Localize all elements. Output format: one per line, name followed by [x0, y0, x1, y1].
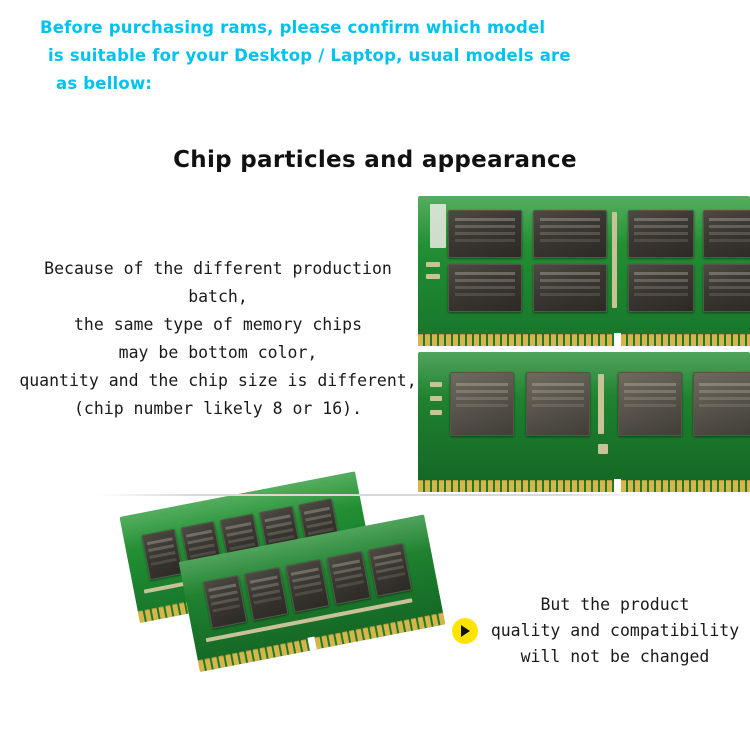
callout-line-2: quality and compatibility: [490, 621, 740, 640]
smd-component: [598, 374, 604, 434]
smd-component: [612, 212, 617, 308]
laptop-ram-top-image: [418, 196, 750, 346]
play-triangle-icon: [452, 618, 478, 644]
smd-component: [598, 444, 608, 454]
module-key-notch: [614, 333, 621, 346]
notice-line-3: as bellow:: [56, 74, 153, 93]
notice-line-2: is suitable for your Desktop / Laptop, usual models are: [48, 46, 571, 65]
memory-chip: [628, 264, 694, 312]
memory-chip: [693, 372, 750, 436]
memory-chip: [703, 264, 750, 312]
callout-text: [488, 592, 742, 670]
memory-chip: [618, 372, 682, 436]
memory-chip: [448, 264, 522, 312]
memory-chip: [628, 210, 694, 258]
laptop-ram-bottom-image: [418, 352, 750, 492]
module-key-notch: [614, 479, 621, 492]
callout-line-1: But the product: [540, 595, 690, 614]
description-line-3: may be bottom color,: [118, 343, 318, 362]
memory-chip: [533, 210, 607, 258]
callout-line-3: will not be changed: [520, 647, 710, 666]
smd-component: [426, 274, 440, 279]
module-label: [430, 204, 446, 248]
description-line-4: quantity and the chip size is different,: [19, 371, 417, 390]
smd-component: [430, 410, 442, 415]
memory-chip: [703, 210, 750, 258]
product-quality-callout: [452, 592, 742, 670]
description-line-1: Because of the different production batch,: [44, 259, 392, 306]
memory-chip: [448, 210, 522, 258]
description-line-2: the same type of memory chips: [73, 315, 363, 334]
purchase-notice: [0, 14, 750, 98]
description-paragraph: [18, 255, 418, 423]
smd-component: [430, 382, 442, 387]
gold-contact-fingers: [418, 334, 750, 346]
section-divider: [95, 494, 655, 496]
smd-component: [430, 396, 442, 401]
section-title: Chip particles and appearance: [173, 147, 577, 173]
description-line-5: (chip number likely 8 or 16).: [73, 399, 363, 418]
gold-contact-fingers: [418, 480, 750, 492]
notice-line-1: Before purchasing rams, please confirm which model: [40, 18, 546, 37]
memory-chip: [450, 372, 514, 436]
memory-chip: [526, 372, 590, 436]
memory-chip: [533, 264, 607, 312]
smd-component: [426, 262, 440, 267]
